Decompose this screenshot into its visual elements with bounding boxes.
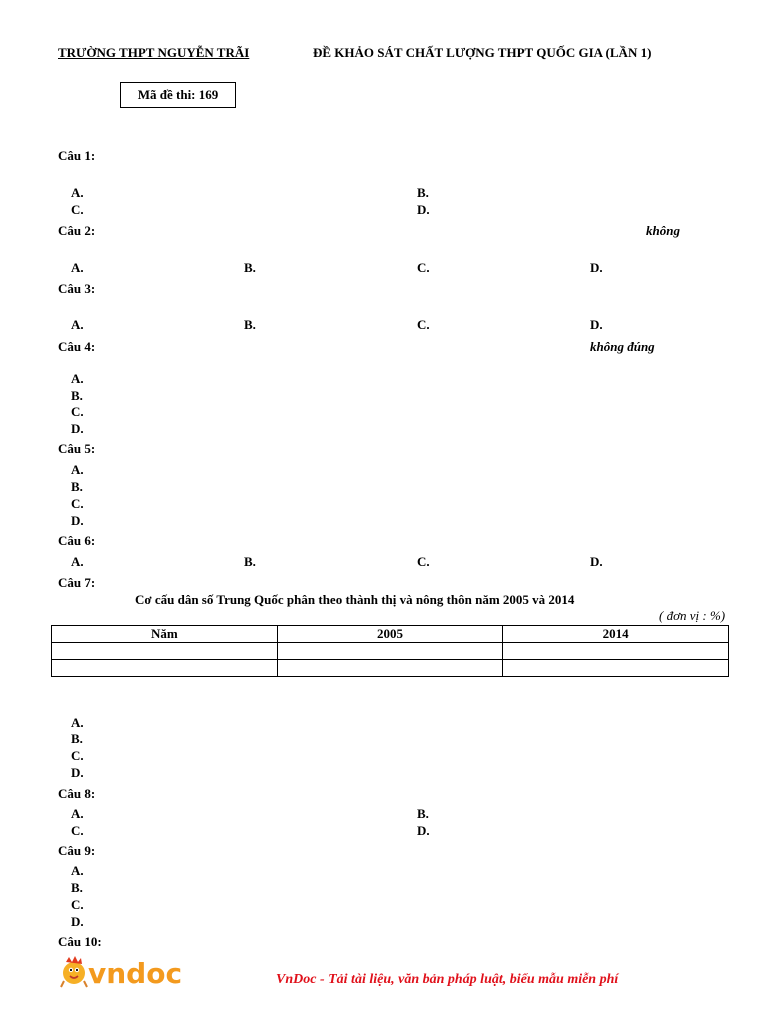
vndoc-logo-icon: [58, 953, 204, 991]
question-9: Câu 9:: [58, 843, 96, 858]
option-c: C.: [417, 317, 430, 332]
vndoc-logo[interactable]: [58, 953, 204, 991]
option-b: B.: [71, 880, 83, 895]
option-c: C.: [71, 823, 84, 838]
option-b: B.: [71, 479, 83, 494]
question-10: Câu 10:: [58, 934, 102, 949]
table-cell: [277, 660, 503, 677]
option-c: C.: [71, 748, 84, 763]
header-2014: 2014: [503, 626, 729, 643]
option-d: D.: [590, 317, 603, 332]
option-a: A.: [71, 371, 84, 386]
table-row: [52, 660, 729, 677]
option-d: D.: [590, 554, 603, 569]
option-c: C.: [71, 202, 84, 217]
option-b: B.: [71, 388, 83, 403]
option-b: B.: [71, 731, 83, 746]
question-5: Câu 5:: [58, 441, 96, 456]
option-d: D.: [71, 914, 84, 929]
option-a: A.: [71, 806, 84, 821]
header-year: Năm: [52, 626, 278, 643]
footer-tagline[interactable]: VnDoc - Tải tài liệu, văn bản pháp luật, biểu mẫu miễn phí: [276, 972, 619, 987]
option-d: D.: [71, 765, 84, 780]
question-4-emphasis: không đúng: [590, 339, 655, 354]
option-a: A.: [71, 462, 84, 477]
option-a: A.: [71, 185, 84, 200]
table-unit: ( đơn vị : %): [659, 608, 726, 623]
population-table: [51, 625, 729, 677]
school-name: TRƯỜNG THPT NGUYỄN TRÃI: [58, 45, 250, 60]
question-2: Câu 2:: [58, 223, 96, 238]
option-a: A.: [71, 863, 84, 878]
exam-title: ĐỀ KHẢO SÁT CHẤT LƯỢNG THPT QUỐC GIA (LẦN 1): [313, 45, 652, 60]
option-d: D.: [417, 823, 430, 838]
option-d: D.: [417, 202, 430, 217]
option-a: A.: [71, 317, 84, 332]
option-b: B.: [244, 317, 256, 332]
table-header-row: [52, 626, 729, 643]
table-title: Cơ cấu dân số Trung Quốc phân theo thành thị và nông thôn năm 2005 và 2014: [135, 592, 575, 607]
option-c: C.: [417, 260, 430, 275]
question-7: Câu 7:: [58, 575, 96, 590]
question-2-emphasis: không: [646, 223, 680, 238]
header-2005: 2005: [277, 626, 503, 643]
table-row: [52, 643, 729, 660]
exam-code-box: Mã đề thi: 169: [120, 82, 236, 108]
table-cell: [277, 643, 503, 660]
option-b: B.: [417, 185, 429, 200]
option-c: C.: [417, 554, 430, 569]
question-1: Câu 1:: [58, 148, 96, 163]
option-a: A.: [71, 554, 84, 569]
option-b: B.: [244, 554, 256, 569]
table-cell: [52, 643, 278, 660]
option-c: C.: [71, 496, 84, 511]
option-c: C.: [71, 897, 84, 912]
table-cell: [52, 660, 278, 677]
option-b: B.: [417, 806, 429, 821]
option-b: B.: [244, 260, 256, 275]
option-a: A.: [71, 260, 84, 275]
table-cell: [503, 660, 729, 677]
question-4: Câu 4:: [58, 339, 96, 354]
option-a: A.: [71, 715, 84, 730]
logo-wordmark: vndoc: [88, 957, 183, 990]
question-6: Câu 6:: [58, 533, 96, 548]
option-d: D.: [590, 260, 603, 275]
question-8: Câu 8:: [58, 786, 96, 801]
table-cell: [503, 643, 729, 660]
option-c: C.: [71, 404, 84, 419]
option-d: D.: [71, 421, 84, 436]
question-3: Câu 3:: [58, 281, 96, 296]
option-d: D.: [71, 513, 84, 528]
